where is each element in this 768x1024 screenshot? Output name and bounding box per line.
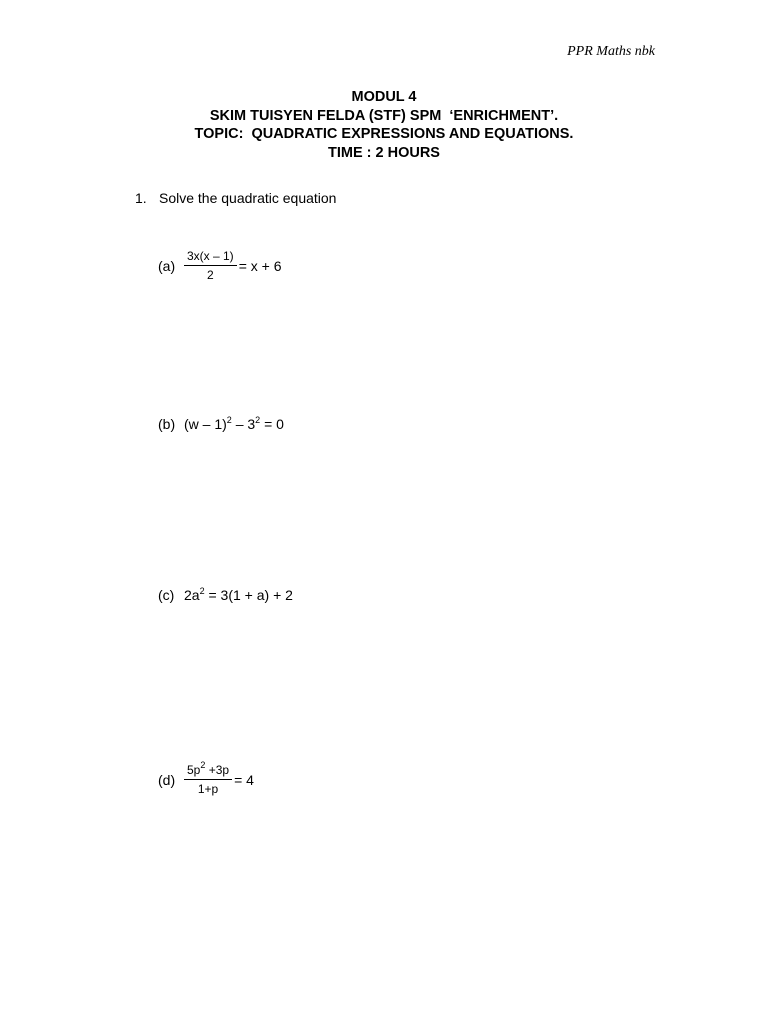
question-part-a — [158, 249, 282, 282]
exponent: 2 — [255, 415, 261, 425]
part-label: (a) — [158, 257, 176, 274]
fraction-numerator: 3x(x – 1) — [184, 249, 237, 266]
question-part-c — [158, 587, 293, 603]
fraction-denominator: 1+p — [197, 782, 219, 796]
page-title — [0, 88, 768, 162]
exponent: 2 — [199, 586, 205, 596]
question-part-b — [158, 416, 284, 432]
title-line-topic: TOPIC: QUADRATIC EXPRESSIONS AND EQUATIONS. — [194, 126, 574, 142]
equation-term: 2a — [184, 587, 200, 603]
header-note: PPR Maths nbk — [567, 44, 655, 59]
question-number: 1. — [135, 190, 147, 206]
exponent: 2 — [200, 760, 206, 770]
fraction-numerator — [184, 760, 232, 780]
equation — [184, 416, 284, 432]
equation-rhs: = 4 — [234, 771, 254, 788]
fraction — [184, 249, 237, 282]
title-line-program: SKIM TUISYEN FELDA (STF) SPM ‘ENRICHMENT’. — [209, 107, 559, 124]
title-line-time: TIME : 2 HOURS — [328, 144, 440, 161]
equation-rhs: = x + 6 — [238, 257, 282, 274]
numerator-term: +3p — [205, 763, 230, 777]
numerator-term: 5p — [187, 763, 201, 777]
equation-term: (w – 1) — [184, 416, 227, 432]
question-part-d — [158, 760, 254, 796]
title-line-module: MODUL 4 — [351, 89, 417, 105]
exponent: 2 — [226, 415, 232, 425]
fraction-denominator: 2 — [207, 268, 214, 282]
equation — [184, 587, 293, 603]
equation-term: = 3(1 + a) + 2 — [204, 587, 293, 603]
part-label: (c) — [158, 587, 175, 603]
part-label: (d) — [158, 771, 176, 788]
question-text: Solve the quadratic equation — [159, 190, 337, 206]
question-1 — [135, 190, 336, 206]
equation-term: – 3 — [231, 416, 256, 432]
fraction — [184, 760, 232, 796]
equation-term: = 0 — [260, 416, 284, 432]
part-label: (b) — [158, 416, 176, 432]
